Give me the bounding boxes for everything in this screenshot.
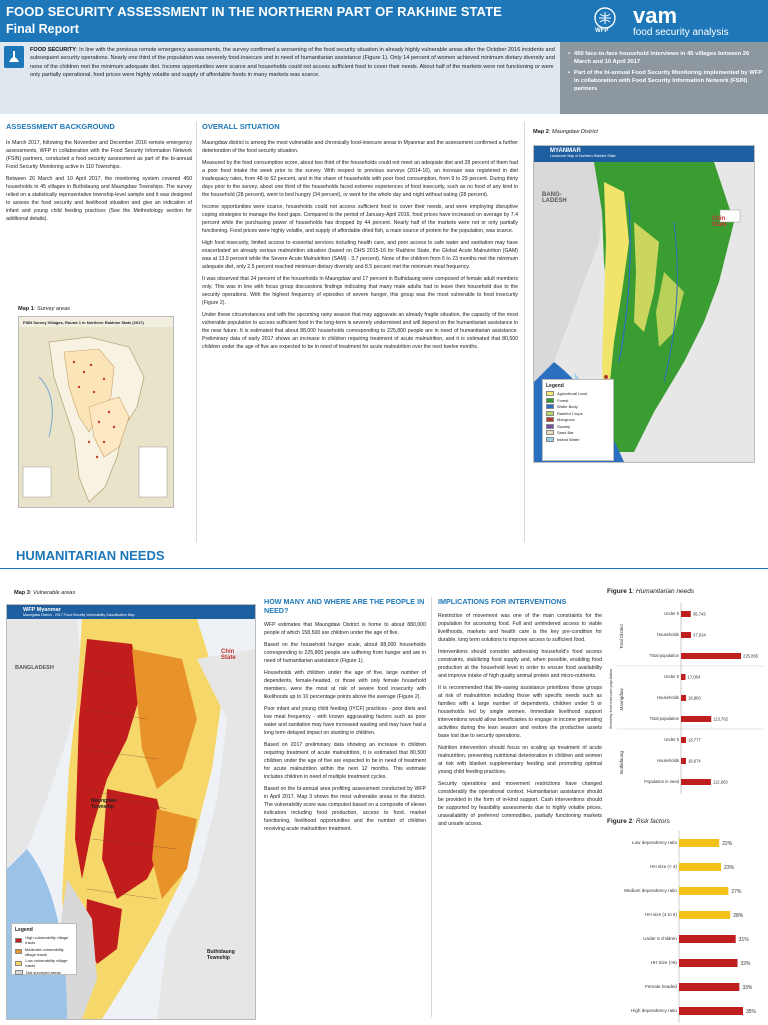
map2-header: MYANMAR Landcover Map of Northern Rakhine State (534, 146, 754, 162)
legend-label: High vulnerability village tracts (25, 935, 69, 945)
survey-map-graphic (19, 317, 173, 507)
paragraph: In March 2017, following the November and December 2016 remote emergency assessments, WFP in collaboration with the Food Security Information Network (FSIN) partners, conducted a food security assessment as part of the bi-annual Food Security Monitoring active in 110 Townships. (6, 140, 192, 170)
figure2-bar (679, 1007, 743, 1015)
figure1-group-label: Maungdaw (619, 688, 624, 711)
figure1-bar (681, 737, 686, 743)
figure2-bar (679, 839, 719, 847)
vam-logo: vam (633, 3, 678, 28)
figure1-category-label: Under 5 (664, 674, 679, 679)
paragraph: Income opportunities were scarce, households could not access sufficient food to cover their needs, and were employing disruptive coping strategies to manage the food gaps. Compared to the period of January-April 2016, food prices have increased on average by 7.4 percent while the purchasing power of households has dropped by 44 percent. Nearly half of the markets were not or only partially functioning. Food prices were highly volatile, and supply of affordable dried fish, a main source of protein for the population, was scarce. (202, 204, 518, 234)
legend-label: Mangrove (557, 417, 575, 422)
maungdaw-district-map (533, 145, 755, 463)
paragraph: Security operations and movement restrictions have changed considerably the operational context. Humanitarian assistance should be provided in the form of in-kind support. Cash interventions should be supported by feasibility assessments due to highly volatile prices, unavailability of preferred commodities, partially functioning markets and unsafe access. (438, 781, 602, 827)
map3-legend-items (15, 935, 73, 975)
figure2-category-label: Under 5 children (643, 936, 677, 941)
figure2-bar (679, 935, 736, 943)
maungdaw-label: Maungdaw Township (91, 798, 117, 810)
report-header (0, 0, 768, 42)
figure2-category-label: HH Size (>6) (650, 960, 677, 965)
legend-item (15, 935, 73, 945)
section-heading: ASSESSMENT BACKGROUND (6, 122, 115, 131)
legend-label: Moderate vulnerability village tracts (24, 946, 64, 957)
figure2-value-label: 32% (740, 961, 751, 967)
legend-label: Rainfed Crops (557, 410, 583, 416)
figure1-bar (681, 779, 711, 785)
paragraph: WFP estimates that Maungdaw District is home to about 880,000 people of which 158,500 are children under the age of five. (264, 622, 426, 636)
figure1-title: Figure 1: Humanitarian needs (607, 588, 695, 595)
column-divider (196, 122, 197, 542)
legend-label: Water Body (557, 404, 578, 409)
intro-label: FOOD SECURITY (30, 47, 76, 53)
legend-item (546, 398, 610, 403)
figure1-category-label: Households (656, 695, 679, 700)
humanitarian-needs-heading: HUMANITARIAN NEEDS (16, 548, 165, 563)
figure2-category-label: HH size (4 to 6) (645, 912, 677, 917)
figure2-value-label: 28% (733, 913, 744, 919)
legend-label: Low vulnerability village tracts (25, 958, 68, 968)
figure1-bar (681, 653, 741, 659)
figure2-value-label: 23% (724, 865, 735, 871)
legend-item (15, 947, 73, 957)
assessment-background (6, 122, 192, 227)
paragraph: Measured by the food consumption score, about two third of the households could not meet an adequate diet and 28 percent of them had a poor food intake the week prior to the survey. With respect to previous surveys (2014-16), an increase was registered in diet inadequacy rates, from 48 to 62 percent, and in the share of households with poor food consumption, from 9 to 29 percent. During thirty days prior to the survey, about one third of the households faced extreme experiences of food insecurity, such as no food of any kind in the household (28 percent), went to bed hungry (34 percent), or went for the whole day and night without eating (28 percent). (202, 160, 518, 198)
report-title: FOOD SECURITY ASSESSMENT IN THE NORTHERN PART OF RAKHINE STATE (6, 4, 502, 19)
figure1-category-label: Total population (649, 716, 679, 721)
chin-state-label: Chin State (712, 216, 727, 228)
legend-swatch (546, 411, 554, 416)
figure1-bar (681, 716, 711, 722)
figure2-category-label: HH size (< 4) (650, 864, 677, 869)
map3-label: Map 3: Vulnerable areas (14, 590, 76, 596)
paragraph: Restriction of movement was one of the main constraints for the population for accessing food. Full and unhindered access to viable livelihoods, markets and health care is the key pre-condition for durable, long term solutions to improve access to sufficient food. (438, 613, 602, 643)
paragraph: Based on 2017 preliminary data showing an increase in children requiring treatment of acute malnutrition, it is estimated that 80,500 children under the age of five are expected to be in need of treatment for acute malnutrition within the next 12 months. This estimate includes children in need of multiple treatment cycles. (264, 742, 426, 780)
figure2-bar (679, 887, 728, 895)
map2-legend-items (546, 391, 610, 442)
figure1-category-label: Households (656, 758, 679, 763)
figure1-y-axis-label: Severely food insecure population (608, 668, 613, 730)
paragraph: Maungdaw district is among the most vulnerable and chronically food-insecure areas in Myanmar and the assessment confirmed a further deterioration of the food security situation. (202, 140, 518, 154)
figure1-value-label: 18,777 (687, 737, 701, 743)
figure1-bar (681, 758, 686, 764)
key-fact: • 450 face-to-face household interviews in 45 villages between 26 March and 10 April 2017 (568, 50, 762, 66)
wfp-label: WFP (595, 28, 609, 34)
figure2-value-label: 33% (742, 985, 753, 991)
report-subtitle: Final Report (6, 22, 79, 36)
intro-text: : In line with the previous remote emergency assessments, the survey confirmed a worsening of the food security situation in already highly vulnerable areas after the October 2016 incidents and subsequent security operations. Nearly one third of the population was severely food-insecure and in need of humanitarian assistance (Figure 1). Only 14 percent of women achieved minimum dietary diversity and none of the children met the minimum adequate diet. Income opportunities were scarce and households could not access sufficient food to cover their needs. About half of the markets were not functioning or were only partially operational, food prices were highly volatile and supply of affordable foods in many markets was scarce. (30, 47, 555, 78)
section-heading: OVERALL SITUATION (202, 122, 280, 131)
figure1-group-label: Total District (619, 624, 624, 649)
paragraph: Under these circumstances and with the upcoming rainy season that may aggravate an already fragile situation, the capacity of the most vulnerable population to access sufficient food in the long-term is severely undermined and will depend on the humanitarian assistance in the near future. It is estimated that about 88,000 households corresponding to 225,800 people are in need of humanitarian assistance. Preliminary data of early 2017 shows an increase in children requiring treatment of acute malnutrition, and it is estimated that 80,500 children under the age of five are expected to be in need of treatment for acute malnutrition over the next twelve months. (202, 312, 518, 350)
legend-item (546, 437, 610, 442)
figure1-value-label: 18,674 (687, 758, 701, 764)
legend-item (546, 417, 610, 422)
figure2-category-label: Medium dependency ratio (624, 888, 677, 893)
figure1-chart (607, 599, 765, 811)
chin-state-label: Chin State (221, 649, 236, 661)
figure1-value-label: 112,663 (712, 779, 728, 785)
figure1-value-label: 37,634 (692, 632, 706, 638)
legend-item (546, 424, 610, 429)
figure2-value-label: 31% (738, 937, 749, 943)
figure1-category-label: Under 5 (664, 737, 679, 742)
map3-header: WFP Myanmar Maungdaw District - 2017 Food Security Vulnerability Classification Map (7, 605, 255, 619)
legend-item (546, 391, 610, 396)
section-heading: HOW MANY AND WHERE ARE THE PEOPLE IN NEED? (264, 597, 425, 615)
figure2-chart (607, 829, 765, 1025)
map3-legend: Legend High vulnerability village tracts Moderate vulnerability village tracts Low vulnerability village tracts Not surveyed areas (11, 923, 77, 975)
map1-title: FSIN Survey Villages, Round 1 in Northern Rakhine State (2017) (23, 320, 144, 325)
figure1-bar (681, 695, 686, 701)
figure2-value-label: 35% (746, 1009, 757, 1015)
intro-paragraph (30, 46, 558, 79)
figure1-category-label: Households (656, 632, 679, 637)
figure1-category-label: Population in need (644, 779, 679, 784)
legend-swatch (546, 391, 554, 396)
legend-label: Inland Water (557, 436, 580, 442)
figure1-bar (681, 611, 691, 617)
survey-areas-map (18, 316, 174, 508)
map1-label: Map 1: Survey areas (18, 306, 70, 312)
figure2-bar (679, 959, 738, 967)
figure2-bar (679, 863, 721, 871)
map2-legend: Legend Agricultural Land Forest Water Body Rainfed Crops Mangrove Swamp Sand Bar Inland Water (542, 379, 614, 461)
legend-swatch (546, 404, 554, 409)
paragraph: Nutrition intervention should focus on scaling up treatment of acute malnutrition, preventing nutritional deterioration in children and women at risk with blanket supplementary feeding and promoting optimal young child feeding practices. (438, 745, 602, 775)
legend-swatch (546, 398, 554, 403)
figure1-group-label: Buthidaung (619, 751, 624, 774)
legend-swatch (546, 417, 554, 422)
legend-label: Agricultural Land (557, 391, 588, 396)
legend-swatch (546, 437, 554, 442)
figure1-value-label: 17,064 (687, 674, 701, 680)
legend-swatch (546, 424, 554, 429)
paragraph: It was observed that 24 percent of the households in Maungdaw and 17 percent in Buthidaung were composed of female adult members only. This was in line with focus group discussions findings indicating that many male adults had to leave their household due to the security operations. With the highest frequency of episodes of severe hunger, this group was the most vulnerable to food insecurity (Figure 2). (202, 276, 518, 306)
legend-label: Swamp (557, 423, 571, 429)
figure1-value-label: 18,960 (688, 695, 701, 701)
bangladesh-label: BANG- LADESH (542, 192, 567, 204)
food-security-icon (4, 46, 24, 68)
legend-swatch (15, 949, 22, 954)
figure2-category-label: Low dependency ratio (632, 840, 677, 845)
figure2-category-label: High dependency ratio (631, 1008, 677, 1013)
map2-label: Map 2: Maungdaw District (533, 129, 598, 135)
bangladesh-label: BANGLADESH (15, 665, 54, 671)
legend-item (546, 430, 610, 435)
figure1-value-label: 113,762 (713, 716, 729, 722)
section-rule (0, 568, 768, 569)
paragraph: Between 26 March and 10 April 2017, the monitoring system covered 450 households in 45 villages in Buthidaung and Maungdaw Townships. The survey relied on a statistically representative township-level sample and it was designed to assess the food security and livelihood situation and give an indication of infant and young child feeding practices (See the Methodology section for additional details). (6, 176, 192, 222)
key-facts-box (560, 42, 768, 114)
vulnerable-areas-map (6, 604, 256, 1020)
legend-label: Not surveyed areas (26, 969, 61, 975)
paragraph: It is recommended that life-saving assistance prioritizes those groups at risk of malnutrition including those with specific needs such as families with a large number of dependents, children under 5 or households led by single women. Immediate livelihood support interventions would allow beneficiaries to engage in income generating activities during the lean season and restore the productive assets base lost due to security operations. (438, 685, 602, 739)
paragraph: Based on the household hunger scale, about 88,000 households corresponding to 225,800 people are suffering from hunger and are in need of humanitarian assistance (Figure 1). (264, 642, 426, 664)
figure2-value-label: 22% (722, 841, 733, 847)
legend-item (15, 970, 73, 975)
paragraph: High food insecurity, limited access to essential services including health care, and poor access to safe water and sanitation may have exacerbated an already serious malnutrition situation (based on DHS 2015-16 for Rakhine State, the Global Acute Malnutrition (GAM) was at 13.9 percent while the Severe Acute Malnutrition (SAM) - 3.7 percent). None of the children from 6 to 23 months met the minimum adequate diet, only 2.5 percent reached minimum dietary diversity and 8.5 percent met the minimum meal frequency. (202, 240, 518, 270)
paragraph: Households with children under the age of five, large number of dependents, female-headed, or those with only female household members, were the most at risk of severe food insecurity with likelihoods up to 10 percentage points above the average (Figure 2). (264, 670, 426, 700)
legend-item (546, 411, 610, 416)
column-divider (431, 597, 432, 1017)
legend-swatch (15, 970, 23, 975)
legend-swatch (15, 961, 22, 966)
legend-label: Forest (557, 397, 569, 403)
figure1-bar (681, 632, 691, 638)
paragraph: Interventions should consider addressing household's food access constraints, stabilizing food supply and, when possible, enabling food production at the household level in order to ensure food availability and improve intake of high quality animal protein and micro-nutrients. (438, 649, 602, 679)
figure1-value-label: 36,743 (692, 611, 706, 617)
figure2-title: Figure 2: Risk factors (607, 818, 670, 825)
column-divider (524, 122, 525, 542)
overall-situation (202, 122, 518, 355)
figure2-value-label: 27% (731, 889, 742, 895)
paragraph: Poor infant and young child feeding (IYCF) practices - poor diets and low meal frequency - with known aggravating factors such as poor water and sanitation may have increased wasting and may have had a long term delayed impact on stunting in children. (264, 706, 426, 736)
legend-label: Sand Bar (557, 430, 574, 435)
buthidaung-label: Buthidaung Township (207, 949, 235, 961)
legend-item (15, 958, 73, 968)
implications-section (438, 597, 602, 832)
how-many-section (264, 597, 426, 837)
paragraph: Based on the bi-annual area profiling assessment conducted by WFP in April 2017, Map 3 shows the most vulnerable areas in the district. The vulnerability score was computed based on a composite of eleven indicators including food production, access to food, market functioning, livelihood opportunities and the number of children receiving acute malnutrition treatment. (264, 786, 426, 832)
figure1-category-label: Total population (649, 653, 679, 658)
figure2-risk-factors (607, 818, 765, 1024)
legend-swatch (15, 938, 22, 943)
key-fact: • Part of the bi-annual Food Security Monitoring implemented by WFP in collaboration with Food Security Information Network (FSIN) partners (568, 69, 762, 93)
figure1-category-label: Under 5 (664, 611, 679, 616)
figure2-category-label: Female headed (645, 984, 677, 989)
figure2-bar (679, 911, 730, 919)
legend-item (546, 404, 610, 409)
legend-swatch (546, 430, 554, 435)
figure1-value-label: 225,865 (743, 653, 759, 659)
vam-subtitle: food security analysis (633, 27, 729, 38)
figure2-bar (679, 983, 739, 991)
figure1-bar (681, 674, 686, 680)
intro-summary (0, 42, 560, 114)
section-heading: IMPLICATIONS FOR INTERVENTIONS (438, 597, 567, 606)
figure1-humanitarian-needs (607, 588, 765, 814)
